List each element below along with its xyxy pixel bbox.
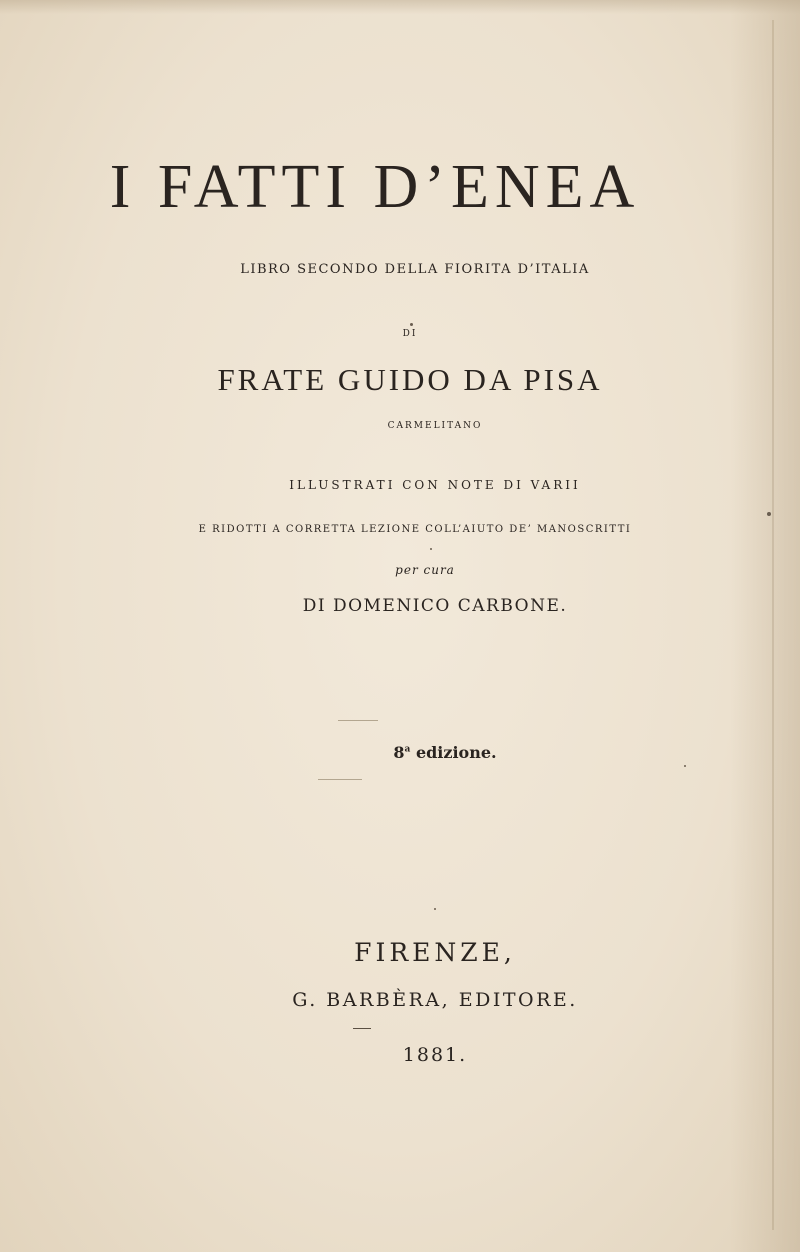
publisher-name: G. BARBÈRA, EDITORE.: [292, 989, 578, 1011]
reduced-line: E RIDOTTI A CORRETTA LEZIONE COLL’AIUTO DE’ MANOSCRITTI: [198, 524, 632, 535]
edition-number: 8: [393, 743, 405, 762]
ink-speck: [410, 323, 413, 326]
page-top-shadow: [0, 0, 800, 14]
book-title: I FATTI D’ENEA: [109, 153, 641, 221]
author-name: FRATE GUIDO DA PISA: [217, 362, 603, 397]
ink-speck: [434, 908, 436, 910]
short-rule-top: [338, 720, 378, 721]
book-subtitle: LIBRO SECONDO DELLA FIORITA D’ITALIA: [240, 262, 590, 277]
edition-superscript: a: [404, 744, 411, 755]
care-of-line: per cura: [395, 563, 455, 577]
edition-statement: [0, 743, 800, 762]
ink-speck: [430, 548, 432, 550]
illustrated-line: ILLUSTRATI CON NOTE DI VARII: [289, 478, 581, 492]
publication-city: FIRENZE,: [354, 938, 516, 967]
dash-rule: [353, 1028, 371, 1029]
editor-name: DI DOMENICO CARBONE.: [302, 596, 568, 616]
ink-speck: [767, 512, 771, 516]
edition-word: edizione.: [415, 743, 497, 762]
author-order: CARMELITANO: [387, 421, 483, 431]
ink-speck: [684, 765, 686, 767]
by-word: DI: [402, 329, 418, 339]
short-rule-bottom: [318, 779, 362, 780]
publication-year: 1881.: [402, 1044, 468, 1066]
